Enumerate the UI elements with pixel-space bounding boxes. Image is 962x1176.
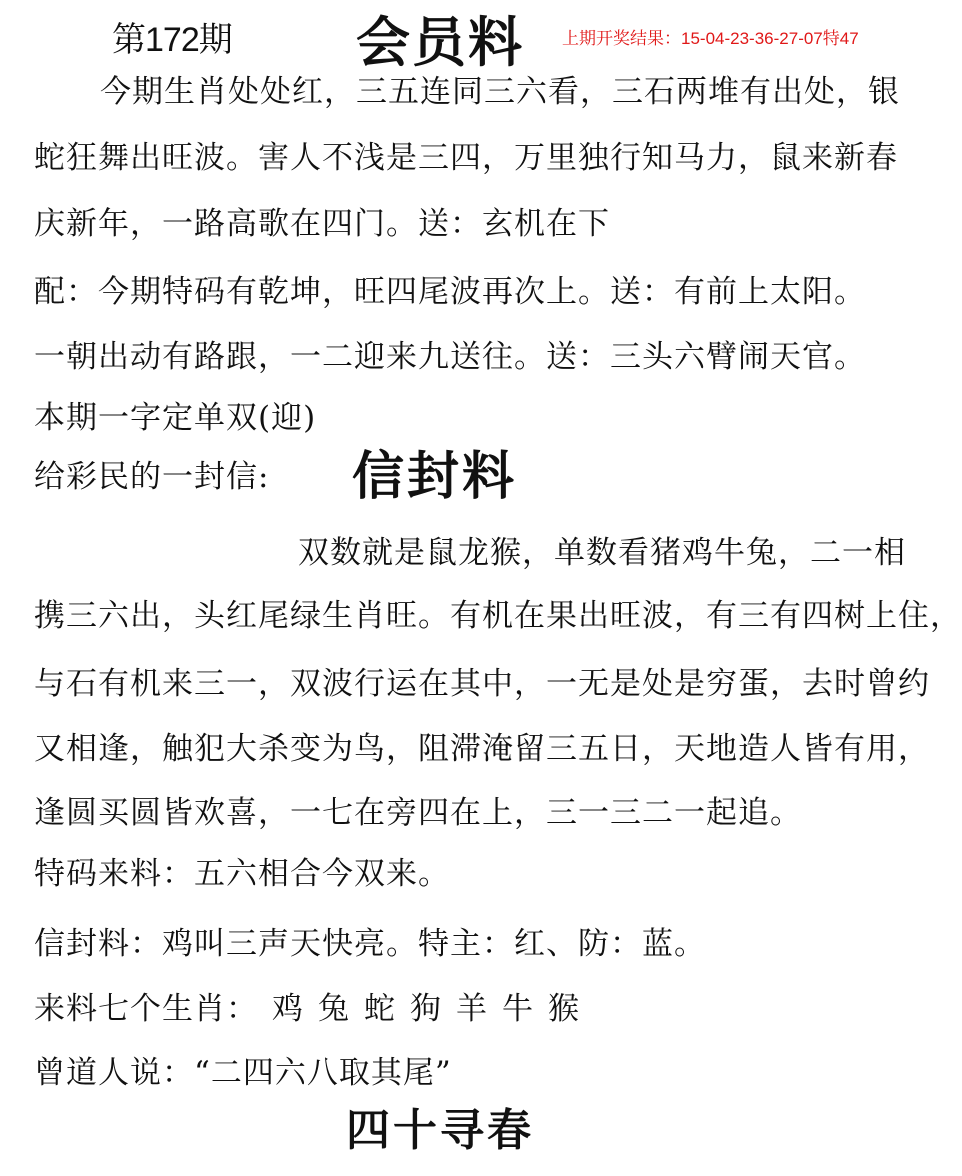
issue-number: 第172期 bbox=[112, 21, 232, 59]
letter-line-5: 逢圆买圆皆欢喜，一七在旁四在上，三一三二一起追。 bbox=[34, 795, 802, 831]
page-title: 会员料 bbox=[356, 10, 524, 74]
member-line-4: 配：今期特码有乾坤，旺四尾波再次上。送：有前上太阳。 bbox=[34, 274, 866, 310]
member-line-3: 庆新年，一路高歌在四门。送：玄机在下 bbox=[34, 206, 610, 242]
member-line-2: 蛇狂舞出旺波。害人不浅是三四，万里独行知马力，鼠来新春 bbox=[34, 140, 898, 176]
zodiac-label: 来料七个生肖： bbox=[34, 991, 258, 1027]
zodiac-list bbox=[34, 983, 594, 1028]
letter-line-2: 携三六出，头红尾绿生肖旺。有机在果出旺波，有三有四树上住， bbox=[34, 598, 962, 634]
special-code-line: 特码来料：五六相合今双来。 bbox=[34, 856, 450, 892]
zodiac-item: 猴 bbox=[548, 991, 580, 1027]
last-result-text: 上期开奖结果：15-04-23-36-27-07特47 bbox=[562, 29, 859, 48]
member-line-5: 一朝出动有路跟，一二迎来九送往。送：三头六臂闹天官。 bbox=[34, 339, 866, 375]
letter-line-1: 双数就是鼠龙猴，单数看猪鸡牛兔，二一相 bbox=[298, 535, 906, 571]
letter-title: 信封料 bbox=[352, 446, 518, 507]
zodiac-item: 牛 bbox=[502, 991, 534, 1027]
footer-title: 四十寻春 bbox=[346, 1105, 534, 1156]
odd-even-hint: 本期一字定单双(迎) bbox=[34, 400, 317, 436]
zodiac-item: 鸡 bbox=[272, 991, 304, 1027]
member-line-1: 今期生肖处处红，三五连同三六看，三石两堆有出处，银 bbox=[100, 74, 900, 110]
letter-line-3: 与石有机来三一，双波行运在其中，一无是处是穷蛋，去时曾约 bbox=[34, 666, 930, 702]
zodiac-item: 兔 bbox=[318, 991, 350, 1027]
envelope-line: 信封料：鸡叫三声天快亮。特主：红、防：蓝。 bbox=[34, 926, 706, 962]
letter-line-4: 又相逢，触犯大杀变为鸟，阻滞淹留三五日，天地造人皆有用， bbox=[34, 731, 930, 767]
zodiac-item: 狗 bbox=[410, 991, 442, 1027]
letter-intro: 给彩民的一封信: bbox=[34, 459, 270, 495]
zodiac-item: 蛇 bbox=[364, 991, 396, 1027]
zodiac-item: 羊 bbox=[456, 991, 488, 1027]
saying-line: 曾道人说：“二四六八取其尾” bbox=[34, 1055, 452, 1091]
